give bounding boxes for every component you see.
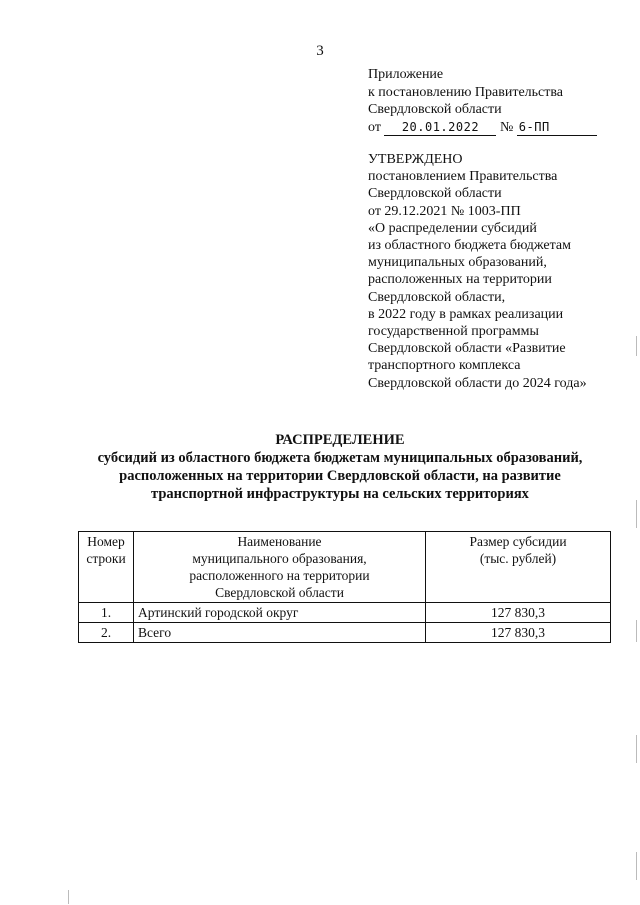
title-line-3: транспортной инфраструктуры на сельских территориях (151, 486, 529, 502)
row-number: 2. (79, 623, 134, 643)
scan-margin-mark (636, 852, 637, 880)
scan-margin-mark (636, 620, 637, 642)
appendix-line-1: Приложение (368, 67, 444, 82)
header-municipality (134, 532, 426, 603)
scan-margin-mark (636, 500, 637, 528)
municipality-name: Всего (134, 623, 426, 643)
subsidy-amount: 127 830,3 (426, 603, 611, 623)
document-title (70, 431, 610, 503)
subsidy-amount: 127 830,3 (426, 623, 611, 643)
distribution-table (78, 531, 611, 643)
header-text: муниципального образования, (192, 551, 367, 566)
approval-line: транспортного комплекса (368, 358, 521, 374)
number-label: № (499, 119, 514, 135)
approval-block (368, 151, 587, 392)
header-subsidy (426, 532, 611, 603)
header-text: Наименование (237, 534, 322, 549)
approval-line: от 29.12.2021 № 1003-ПП (368, 203, 521, 219)
header-text: (тыс. рублей) (479, 551, 557, 566)
header-text: Номер (87, 534, 125, 549)
decree-number: 6-ПП (517, 120, 597, 136)
approval-line: Свердловской области (368, 186, 502, 202)
approval-line: муниципальных образований, (368, 255, 547, 271)
appendix-block (368, 66, 597, 136)
scan-margin-mark (68, 890, 69, 904)
approval-line: расположенных на территории (368, 272, 552, 288)
scan-margin-mark (636, 336, 637, 356)
approval-line: «О распределении субсидий (368, 220, 537, 236)
table-header-row (79, 532, 611, 603)
from-label: от (368, 119, 381, 135)
appendix-line-3: Свердловской области (368, 102, 502, 117)
decree-date: 20.01.2022 (384, 120, 496, 136)
approval-line: государственной программы (368, 324, 539, 340)
appendix-line-2: к постановлению Правительства (368, 84, 564, 100)
row-number: 1. (79, 603, 134, 623)
header-row-number (79, 532, 134, 603)
header-text: строки (86, 551, 126, 566)
title-line-1: субсидий из областного бюджета бюджетам муниципальных образований, (97, 450, 583, 466)
page-number: 3 (316, 43, 324, 59)
approval-line: Свердловской области «Развитие (368, 341, 566, 357)
scan-margin-mark (636, 735, 637, 763)
table-row (79, 623, 611, 643)
table-row (79, 603, 611, 623)
municipality-name: Артинский городской округ (134, 603, 426, 623)
title-heading: РАСПРЕДЕЛЕНИЕ (275, 432, 405, 448)
approval-line: Свердловской области, (368, 289, 506, 305)
header-text: расположенного на территории (189, 568, 370, 583)
header-text: Свердловской области (215, 585, 344, 600)
title-line-2: расположенных на территории Свердловской области, на развитие (119, 468, 561, 484)
approval-line: Свердловской области до 2024 года» (368, 375, 587, 391)
appendix-date-line (368, 119, 597, 137)
approval-line: в 2022 году в рамках реализации (368, 306, 564, 322)
header-text: Размер субсидии (469, 534, 567, 549)
approval-line: постановлением Правительства (368, 169, 558, 185)
approval-heading: УТВЕРЖДЕНО (368, 152, 463, 167)
approval-line: из областного бюджета бюджетам (368, 238, 571, 254)
